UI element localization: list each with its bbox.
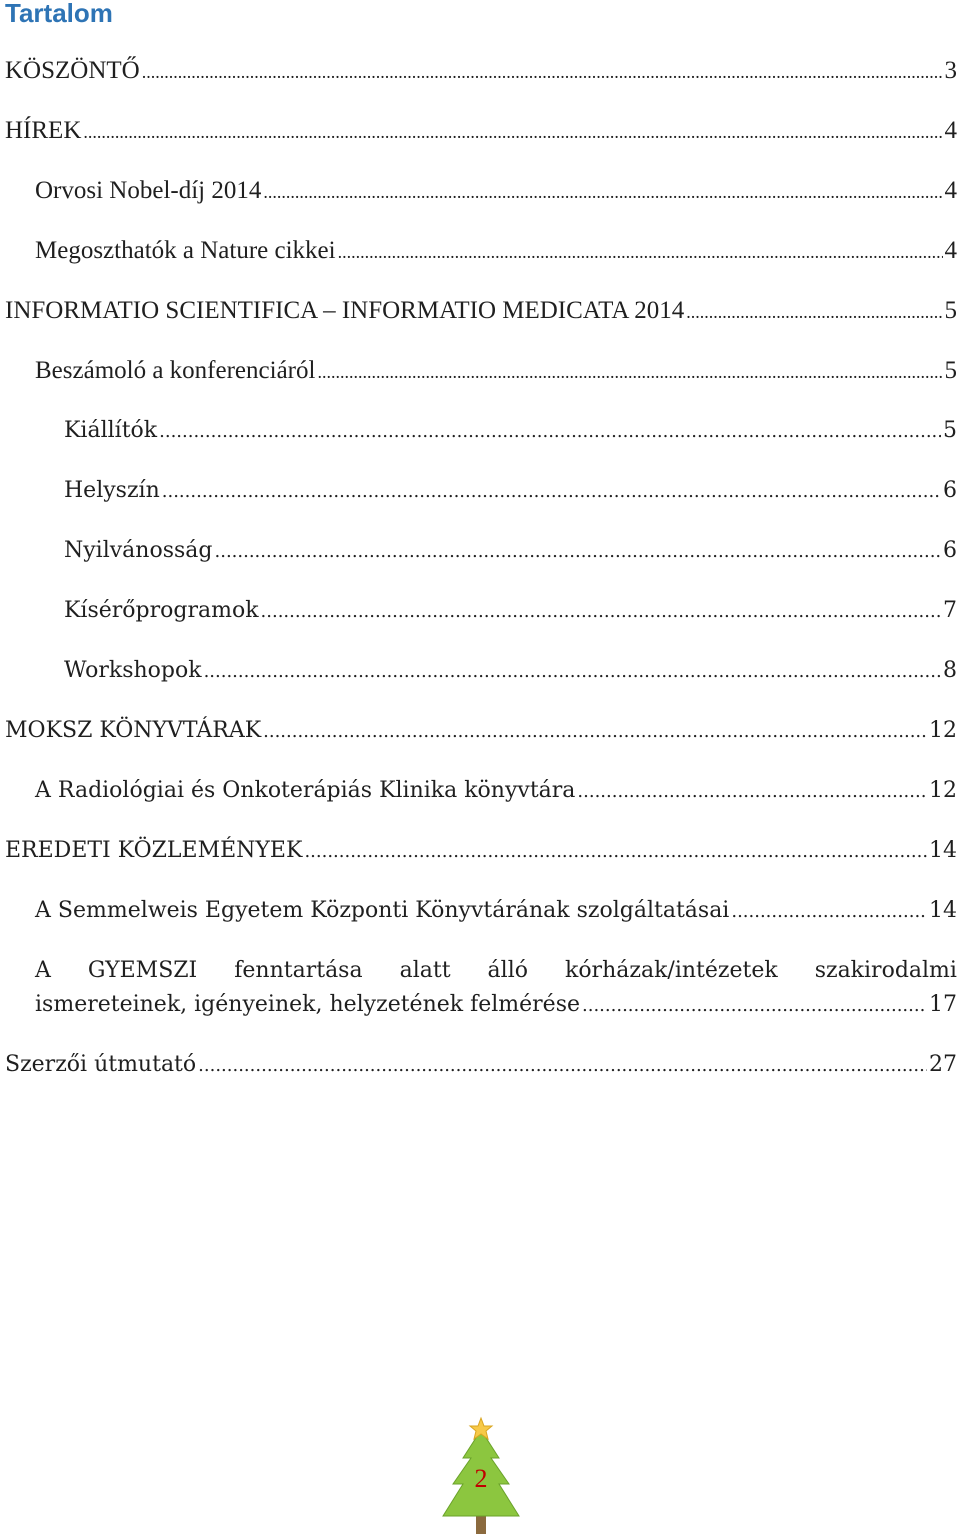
dot-leader (731, 897, 927, 927)
toc-entry-koszonto[interactable] (5, 56, 957, 86)
toc-entry-hirek[interactable] (5, 116, 957, 146)
toc-entry-page: 4 (944, 177, 957, 204)
dot-leader (215, 537, 942, 567)
toc-entry-helyszin[interactable] (64, 476, 957, 506)
toc-entry-workshopok[interactable] (64, 656, 957, 686)
dot-leader (198, 1051, 927, 1081)
toc-entry-page: 5 (944, 297, 957, 324)
dot-leader (159, 417, 941, 447)
toc-entry-label: MOKSZ KÖNYVTÁRAK (5, 718, 262, 743)
toc-entry-label: HÍREK (5, 117, 82, 144)
toc-entry-szerzoi[interactable] (5, 1050, 957, 1080)
toc-entry-nyilvanossag[interactable] (64, 536, 957, 566)
page-number: 2 (474, 1464, 488, 1493)
toc-entry-page: 17 (929, 992, 957, 1017)
dot-leader (338, 237, 943, 267)
toc-entry-label: KÖSZÖNTŐ (5, 57, 140, 84)
toc-entry-label: A Semmelweis Egyetem Központi Könyvtárának szolgáltatásai (35, 898, 730, 923)
dot-leader (83, 117, 942, 147)
toc-entry-kiseroprogramok[interactable] (64, 596, 957, 626)
toc-entry-nobel[interactable] (35, 176, 957, 206)
dot-leader (582, 991, 927, 1021)
toc-entry-page: 27 (929, 1052, 957, 1077)
toc-entry-page: 14 (929, 838, 957, 863)
toc-entry-page: 14 (929, 898, 957, 923)
toc-entry-label: A Radiológiai és Onkoterápiás Klinika könyvtára (35, 778, 576, 803)
toc-entry-beszamolo[interactable] (35, 356, 957, 386)
toc-entry-page: 4 (944, 237, 957, 264)
page-number-badge (441, 1416, 521, 1536)
toc-entry-page: 5 (944, 357, 957, 384)
dot-leader (204, 657, 941, 687)
dot-leader (317, 357, 942, 387)
toc-entry-label-line1 (35, 956, 957, 986)
dot-leader (261, 597, 941, 627)
toc-entry-page: 12 (929, 718, 957, 743)
toc-entry-page: 3 (944, 57, 957, 84)
dot-leader (142, 57, 943, 87)
dot-leader (686, 297, 942, 327)
toc-entry-label: Nyilvánosság (64, 538, 213, 563)
word: fenntartása (234, 958, 363, 983)
toc-entry-label: ismereteinek, igényeinek, helyzetének felmérése (35, 992, 581, 1017)
toc-entry-label: Workshopok (64, 658, 202, 683)
toc-entry-page: 8 (943, 658, 957, 683)
dot-leader (577, 777, 927, 807)
toc-title: Tartalom (5, 0, 113, 28)
toc-entry-label: Szerzői útmutató (5, 1052, 197, 1077)
toc-entry-label: Kísérőprogramok (64, 598, 259, 623)
word: álló (487, 958, 528, 983)
dot-leader (263, 177, 942, 207)
word: alatt (399, 958, 451, 983)
toc-entry-eredeti[interactable] (5, 836, 957, 866)
dot-leader (263, 717, 927, 747)
word: szakirodalmi (814, 958, 957, 983)
toc-entry-page: 6 (943, 538, 957, 563)
toc-entry-label: Orvosi Nobel-díj 2014 (35, 177, 262, 204)
toc-entry-label: Helyszín (64, 478, 160, 503)
toc-entry-label: EREDETI KÖZLEMÉNYEK (5, 838, 303, 863)
word: GYEMSZI (87, 958, 198, 983)
tree-trunk (476, 1516, 486, 1534)
toc-entry-page: 12 (929, 778, 957, 803)
toc-entry-nature[interactable] (35, 236, 957, 266)
toc-entry-semmelweis[interactable] (35, 896, 957, 926)
dot-leader (162, 477, 941, 507)
toc-entry-kiallitok[interactable] (64, 416, 957, 446)
toc-entry-page: 4 (944, 117, 957, 144)
toc-entry-page: 6 (943, 478, 957, 503)
toc-entry-label: INFORMATIO SCIENTIFICA – INFORMATIO MEDICATA 2014 (5, 297, 685, 324)
toc-entry-gyemszi[interactable] (35, 956, 957, 1020)
toc-entry-radiologiai[interactable] (35, 776, 957, 806)
toc-entry-label: Megoszthatók a Nature cikkei (35, 237, 336, 264)
toc-entry-page: 7 (943, 598, 957, 623)
toc-entry-label: Beszámoló a konferenciáról (35, 357, 316, 384)
toc-entry-moksz[interactable] (5, 716, 957, 746)
toc-entry-informatio[interactable] (5, 296, 957, 326)
toc-entry-page: 5 (943, 418, 957, 443)
word: kórházak/intézetek (564, 958, 778, 983)
toc-entry-label-line2 (35, 990, 957, 1020)
dot-leader (304, 837, 927, 867)
toc-entry-label: Kiállítók (64, 418, 158, 443)
word: A (35, 958, 51, 983)
